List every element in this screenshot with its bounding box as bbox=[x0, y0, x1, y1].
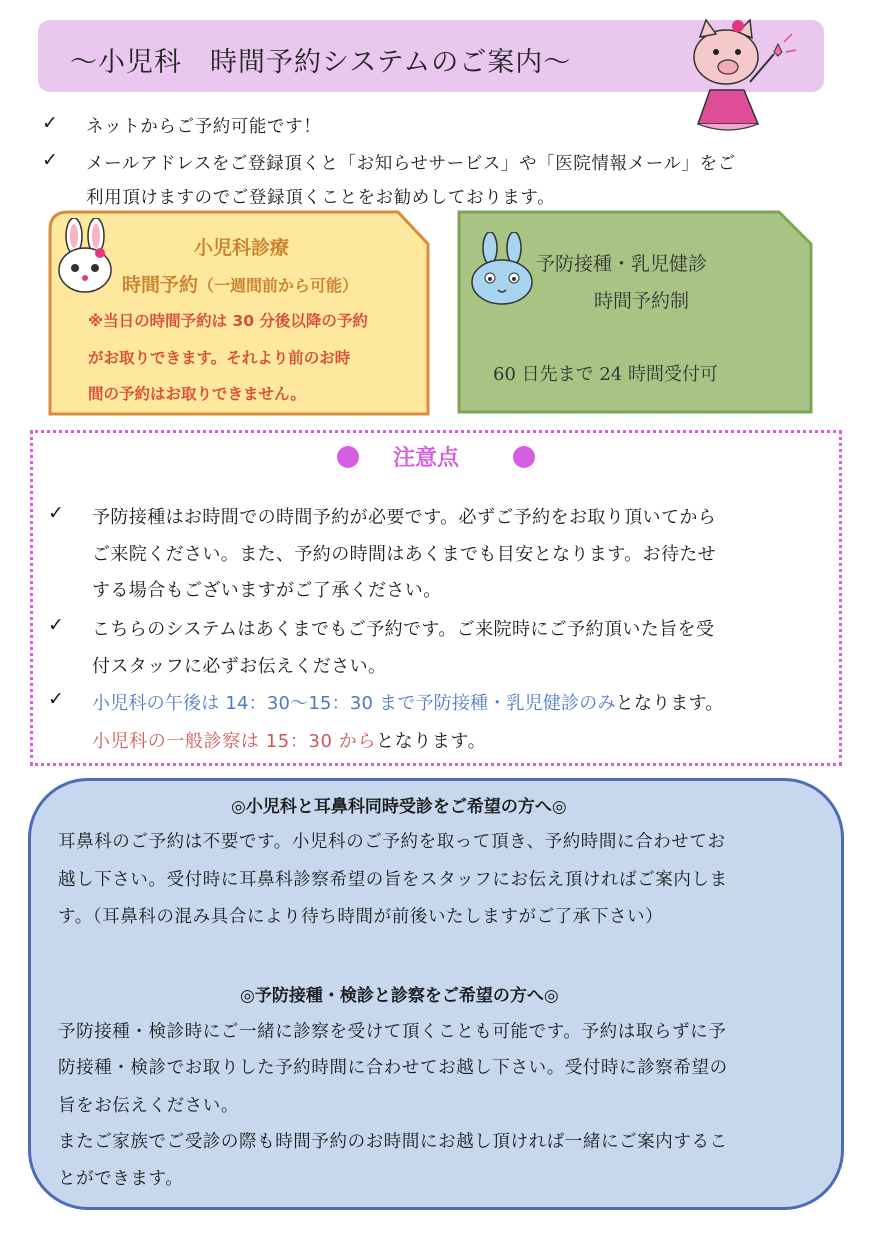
pediatric-subtitle-main: 時間予約 bbox=[122, 274, 199, 296]
ent-line1: 耳鼻科のご予約は不要です。小児科のご予約を取って頂き、予約時間に合わせてお bbox=[58, 832, 726, 852]
afternoon-schedule-tail: となります。 bbox=[615, 693, 724, 714]
pediatric-subtitle-note: （一週間前から可能） bbox=[198, 276, 359, 295]
general-exam-tail: となります。 bbox=[376, 731, 487, 752]
check-icon: ✓ bbox=[48, 502, 64, 524]
section-heading-vaccine: ◎予防接種・検診と診察をご希望の方へ◎ bbox=[240, 986, 559, 1006]
notice-p1-line3: する場合もございますがご了承ください。 bbox=[92, 580, 442, 601]
notice-heading: 注意点 bbox=[393, 446, 460, 471]
ent-line3: す。（耳鼻科の混み具合により待ち時間が前後いたしますがご了承下さい） bbox=[58, 907, 664, 927]
pig-mascot-icon bbox=[688, 12, 798, 137]
afternoon-schedule: 小児科の午後は 14：30〜15：30 まで予防接種・乳児健診のみ bbox=[92, 693, 616, 714]
pediatric-note-line2: がお取りできます。それより前のお時 bbox=[88, 349, 351, 367]
notice-p3-line2 bbox=[92, 727, 486, 753]
intro-item-2-line1: メールアドレスをご登録頂くと「お知らせサービス」や「医院情報メール」をご bbox=[86, 154, 736, 174]
vaccine-line1: 予防接種・検診時にご一緒に診察を受けて頂くことも可能です。予約は取らずに予 bbox=[58, 1022, 727, 1042]
section-heading-ent: ◎小児科と耳鼻科同時受診をご希望の方へ◎ bbox=[231, 797, 567, 817]
pediatric-title: 小児科診療 bbox=[194, 237, 290, 259]
rabbit-icon bbox=[468, 232, 538, 308]
intro-item-1: ネットからご予約可能です！ bbox=[86, 117, 322, 137]
vaccination-subtitle: 時間予約制 bbox=[594, 290, 690, 312]
pediatric-subtitle bbox=[122, 270, 358, 297]
vaccine-line4: またご家族でご受診の際も時間予約のお時間にお越し頂ければ一緒にご案内するこ bbox=[58, 1132, 728, 1152]
pediatric-note-line1: ※当日の時間予約は 30 分後以降の予約 bbox=[88, 312, 368, 330]
page-title: 〜小児科 時間予約システムのご案内〜 bbox=[70, 47, 572, 78]
vaccine-line3: 旨をお伝えください。 bbox=[58, 1096, 239, 1116]
bullet-dot-right bbox=[513, 446, 535, 468]
vaccination-title: 予防接種・乳児健診 bbox=[536, 253, 708, 275]
intro-item-2-line2: 利用頂けますのでご登録頂くことをお勧めしております。 bbox=[86, 188, 556, 208]
pediatric-note-line3: 間の予約はお取りできません。 bbox=[88, 385, 306, 403]
check-icon: ✓ bbox=[42, 149, 58, 171]
vaccine-line5: とができます。 bbox=[58, 1169, 184, 1189]
general-exam-time: 小児科の一般診察は 15：30 から bbox=[92, 731, 377, 752]
vaccination-note: 60 日先まで 24 時間受付可 bbox=[493, 364, 718, 385]
notice-p1-line2: ご来院ください。また、予約の時間はあくまでも目安となります。お待たせ bbox=[92, 544, 717, 565]
ent-line2: 越し下さい。受付時に耳鼻科診察希望の旨をスタッフにお伝え頂ければご案内しま bbox=[58, 870, 728, 890]
bullet-dot-left bbox=[337, 446, 359, 468]
check-icon: ✓ bbox=[42, 112, 58, 134]
vaccine-line2: 防接種・検診でお取りした予約時間に合わせてお越し下さい。受付時に診察希望の bbox=[58, 1058, 728, 1078]
bunny-icon bbox=[52, 218, 118, 298]
check-icon: ✓ bbox=[48, 688, 64, 710]
notice-p2-line2: 付スタッフに必ずお伝えください。 bbox=[92, 656, 387, 677]
notice-p2-line1: こちらのシステムはあくまでもご予約です。ご来院時にご予約頂いた旨を受 bbox=[92, 619, 715, 640]
notice-p3-line1 bbox=[92, 689, 723, 715]
notice-p1-line1: 予防接種はお時間での時間予約が必要です。必ずご予約をお取り頂いてから bbox=[92, 507, 717, 528]
check-icon: ✓ bbox=[48, 614, 64, 636]
